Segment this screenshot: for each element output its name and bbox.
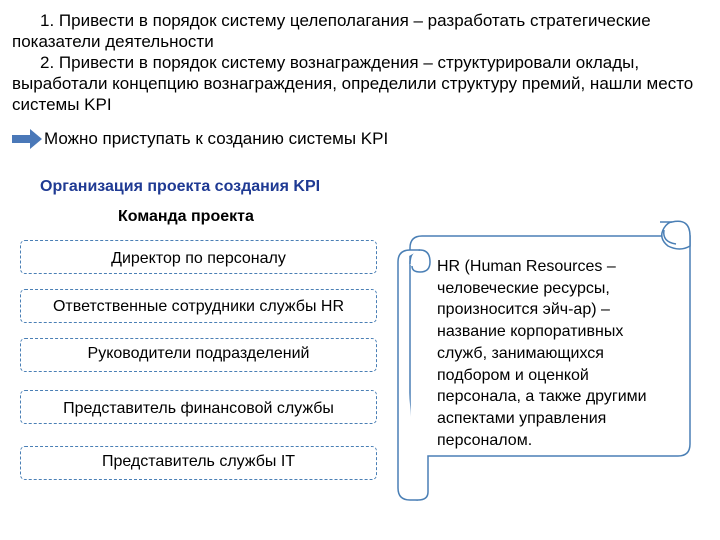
team-title: Команда проекта <box>118 208 254 225</box>
section-title: Организация проекта создания KPI <box>40 178 321 195</box>
team-member-label: Представитель службы IT <box>101 453 296 470</box>
intro-item-1: 1. Привести в порядок систему целеполагания – разработать стратегические показатели деятельности <box>12 11 651 51</box>
team-member-label: Руководители подразделений <box>87 345 310 362</box>
team-member-label: Представитель финансовой службы <box>63 400 334 417</box>
team-member-label: Директор по персоналу <box>111 250 286 267</box>
conclusion-text: Можно приступать к созданию системы KPI <box>44 129 389 148</box>
team-member-label: Ответственные сотрудники службы HR <box>52 298 345 315</box>
intro-item-2: 2. Привести в порядок систему вознаграждения – структурировали оклады, выработали концепцию вознаграждения, определили структуру премий, нашли место системы KPI <box>12 53 694 114</box>
hr-definition-text: HR (Human Resources – человеческие ресурсы, произносится эйч-ар) – название корпоративных служб, занимающихся подбором и оценкой персонала, а также другими аспектами управления персоналом. <box>437 258 647 449</box>
